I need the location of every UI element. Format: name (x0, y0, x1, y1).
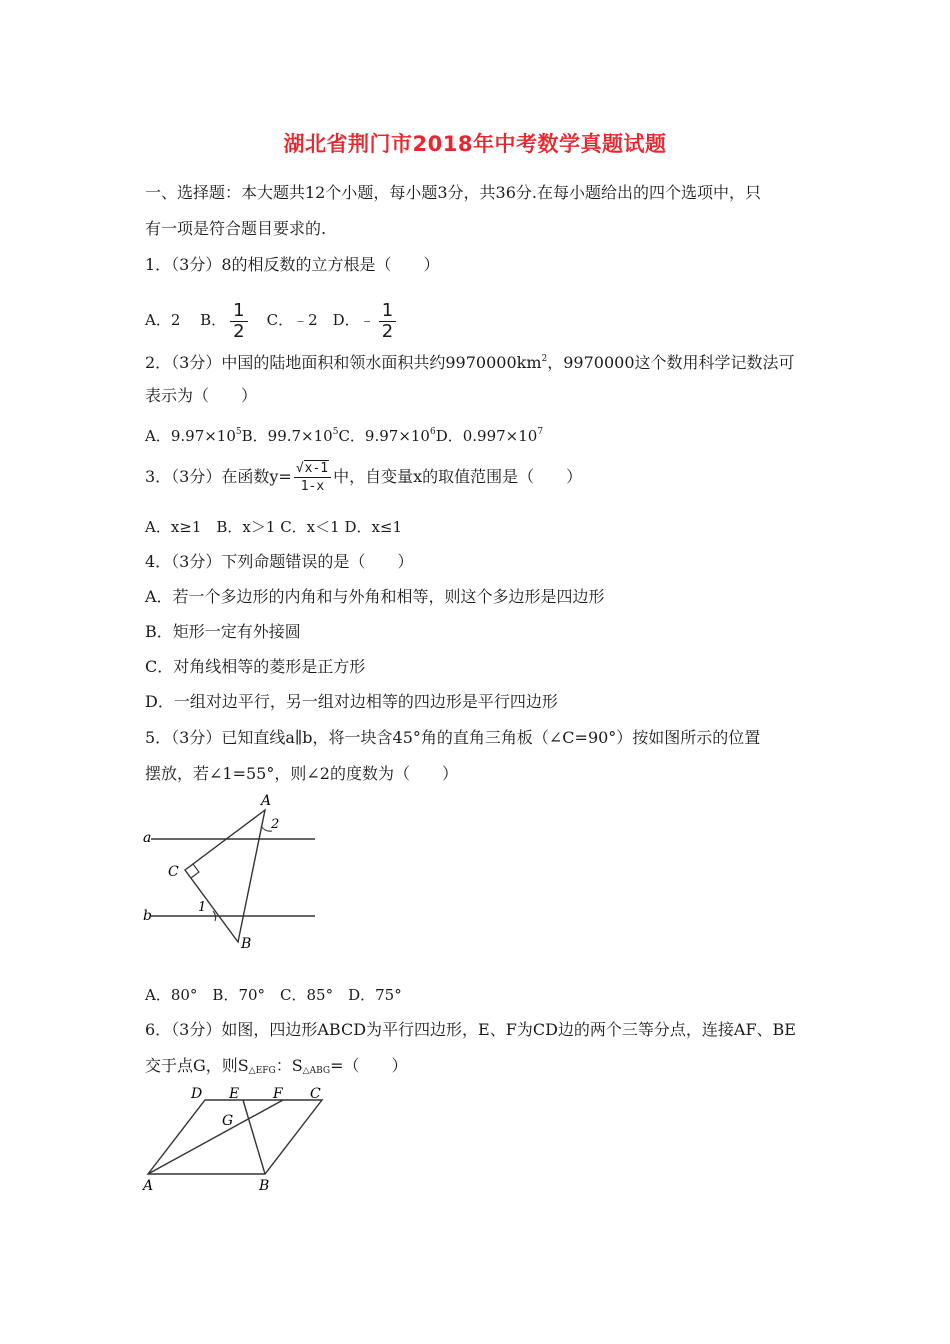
q6-stem-part-b: ：S (275, 1056, 303, 1075)
q6-parallelogram (148, 1100, 322, 1174)
q1-stem: 1．（3分）8的相反数的立方根是（ ） (145, 255, 440, 274)
q3-stem (145, 455, 582, 499)
q3-numerator: √x-1 (294, 460, 331, 478)
q4-option-c: C．对角线相等的菱形是正方形 (145, 657, 366, 676)
q5-label-angle-2: 2 (271, 817, 280, 832)
q2-stem-part-b: ，9970000这个数用科学记数法可 (547, 353, 795, 372)
q2-option-c: C．9.97×10 (338, 427, 430, 445)
q6-label-F: F (273, 1086, 283, 1102)
q2-stem-line-2: 表示为（ ） (145, 386, 258, 405)
q1-d-denominator: 2 (381, 320, 394, 342)
q4-option-d: D．一组对边平行，另一组对边相等的四边形是平行四边形 (145, 692, 558, 711)
q3-stem-part-a: 3．（3分）在函数y= (145, 467, 292, 486)
q5-label-B: B (241, 936, 252, 952)
q1-option-a: A．2 B． (145, 311, 227, 329)
q6-stem-part-a: 交于点G，则S (145, 1056, 249, 1075)
q6-figure (135, 1078, 335, 1198)
q6-subscript-efg: △EFG (248, 1066, 276, 1076)
q6-label-A: A (143, 1178, 154, 1194)
q5-label-a: a (143, 830, 152, 846)
q2-stem-exponent: 2 (541, 354, 548, 364)
q1-options (145, 300, 400, 342)
q5-label-b: b (143, 908, 152, 924)
q5-triangle (185, 810, 265, 942)
page-title: 湖北省荆门市2018年中考数学真题试题 (283, 132, 667, 156)
q1-option-c: C．﹣2 D．﹣ (251, 311, 375, 329)
section-heading-line-2: 有一项是符合题目要求的. (145, 219, 327, 238)
q2-option-c-exponent: 6 (429, 427, 436, 437)
q4-stem: 4．（3分）下列命题错误的是（ ） (145, 552, 414, 571)
q5-right-angle-mark (191, 864, 199, 878)
q2-options (145, 422, 543, 446)
q1-b-denominator: 2 (233, 320, 245, 342)
q3-denominator: 1-x (300, 479, 325, 494)
q5-stem-line-1: 5．（3分）已知直线a∥b，将一块含45°角的直角三角板（∠C=90°）按如图所示的位置 (145, 728, 761, 747)
q2-stem (145, 349, 795, 373)
q2-option-d-exponent: 7 (537, 427, 544, 437)
q5-options: A．80° B．70° C．85° D．75° (145, 986, 402, 1004)
q3-stem-part-b: 中，自变量x的取值范围是（ ） (333, 467, 583, 486)
q5-label-A: A (261, 793, 272, 809)
section-heading-line-1: 一、选择题：本大题共12个小题，每小题3分，共36分.在每小题给出的四个选项中，只 (145, 183, 761, 202)
q1-option-d-fraction (379, 301, 396, 342)
q3-function-fraction (294, 460, 331, 495)
q2-option-b-exponent: 5 (332, 427, 339, 437)
q2-stem-part-a: 2．（3分）中国的陆地面积和领水面积共约9970000km (145, 353, 542, 372)
q6-label-C: C (310, 1086, 321, 1102)
q6-stem-line-1: 6．（3分）如图，四边形ABCD为平行四边形，E、F为CD边的两个三等分点，连接AF、BE (145, 1020, 796, 1039)
q5-label-C: C (168, 864, 179, 880)
q5-figure (135, 790, 335, 960)
q6-subscript-abg: △ABG (302, 1066, 331, 1076)
q5-label-angle-1: 1 (198, 900, 207, 915)
q2-option-b: B．99.7×10 (241, 427, 333, 445)
q6-label-G: G (222, 1113, 234, 1129)
q2-option-a-exponent: 5 (235, 427, 242, 437)
q6-segment-AF (148, 1100, 283, 1174)
q1-option-b-fraction (230, 301, 247, 342)
q3-options: A．x≥1 B．x＞1 C．x＜1 D．x≤1 (145, 518, 403, 536)
q6-label-D: D (191, 1086, 203, 1102)
q2-option-d: D．0.997×10 (435, 427, 538, 445)
q1-d-numerator: 1 (379, 301, 396, 322)
q6-label-B: B (259, 1178, 270, 1194)
q4-option-b: B．矩形一定有外接圆 (145, 622, 301, 641)
q3-radicand: x-1 (304, 461, 329, 476)
q2-option-a: A．9.97×10 (145, 427, 236, 445)
q6-stem-part-c: =（ ） (330, 1056, 408, 1075)
q1-b-numerator: 1 (230, 301, 247, 322)
q6-label-E: E (229, 1086, 240, 1102)
q5-stem-line-2: 摆放，若∠1=55°，则∠2的度数为（ ） (145, 764, 458, 783)
q4-option-a: A．若一个多边形的内角和与外角和相等，则这个多边形是四边形 (145, 587, 605, 606)
